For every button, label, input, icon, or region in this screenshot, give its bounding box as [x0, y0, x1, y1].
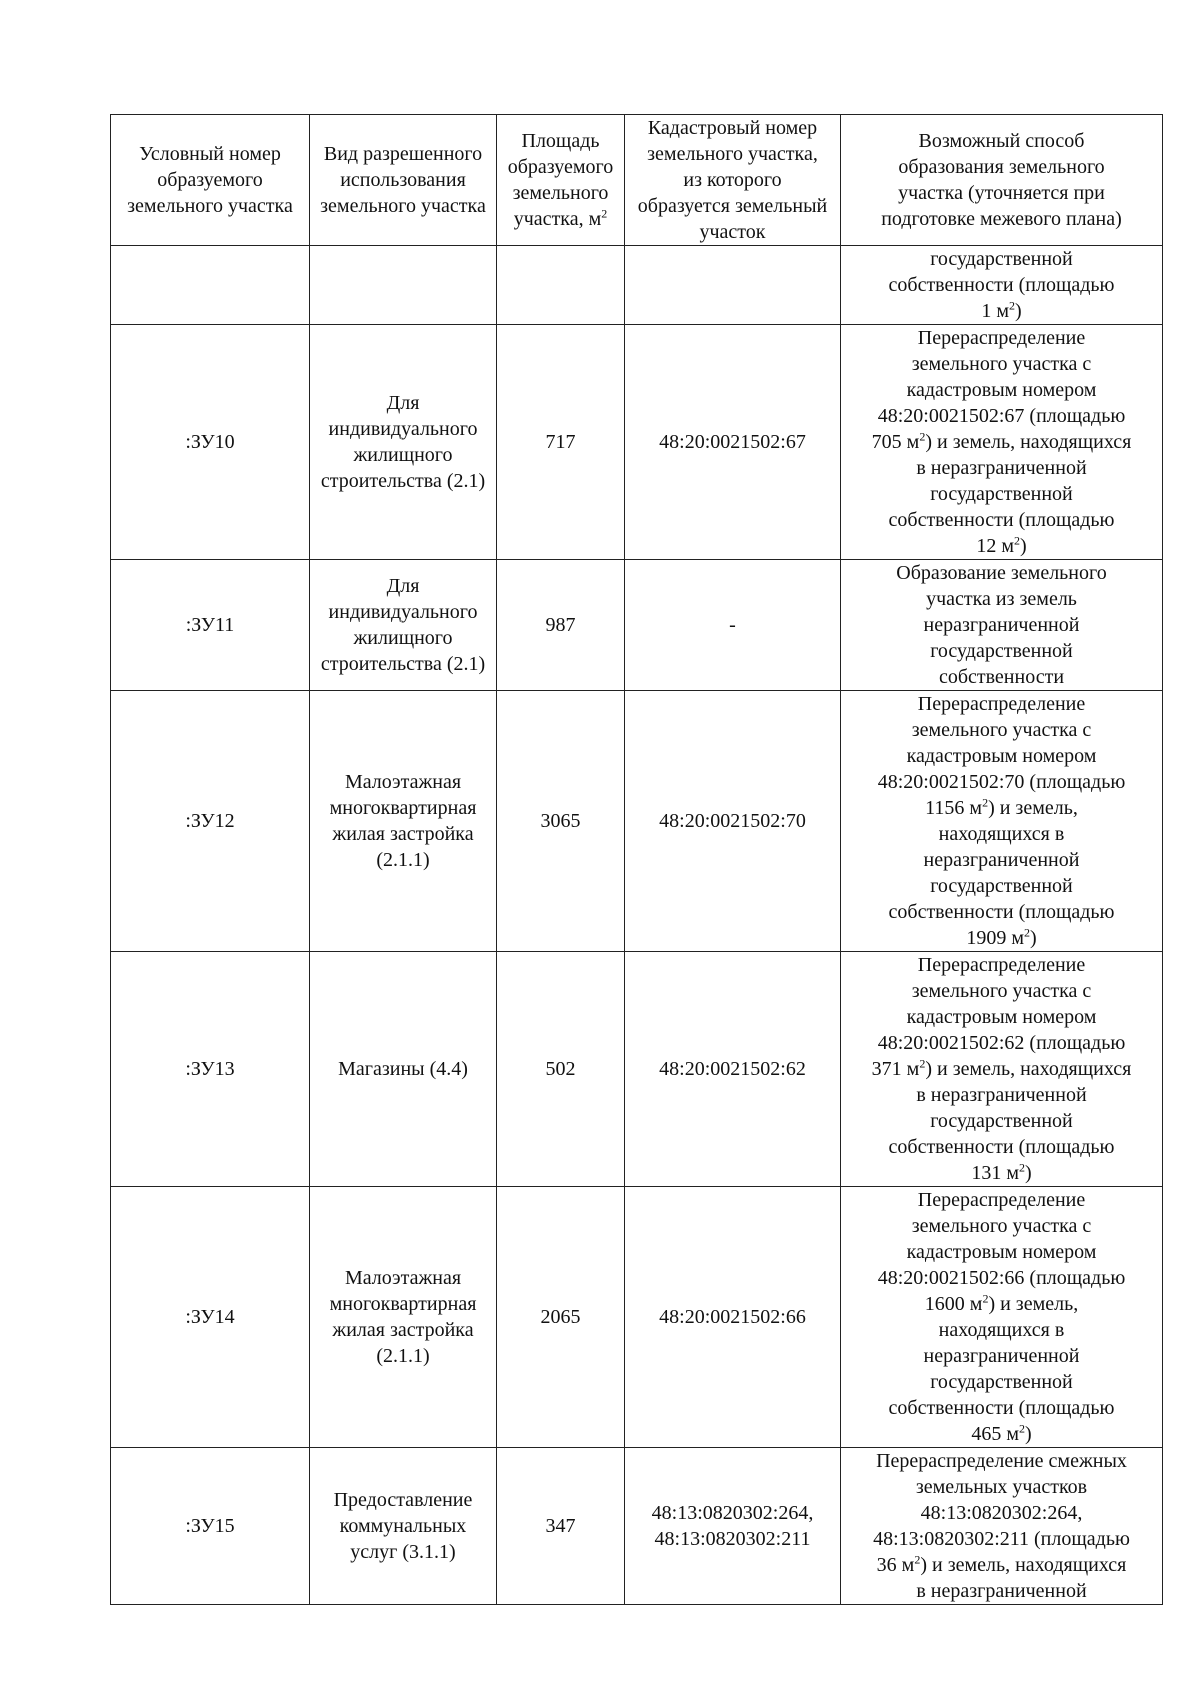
table-row — [111, 325, 1163, 560]
cell-formation-method: Перераспределение земельного участка с кадастровым номером 48:20:0021502:70 (площадью 1156 $м^2$) и земель, находящихся в неразграниченной государственной собственности (площадью 1909 $м^2$) — [841, 691, 1163, 952]
table-row — [111, 1448, 1163, 1605]
cell-cadastral-number: 48:20:0021502:67 — [625, 325, 841, 560]
cell-permitted-use: Для индивидуального жилищного строительства (2.1) — [310, 560, 497, 691]
cell-permitted-use: Магазины (4.4) — [310, 952, 497, 1187]
table-row — [111, 246, 1163, 325]
cell-cadastral-number — [625, 246, 841, 325]
cell-plot-id: :ЗУ12 — [111, 691, 310, 952]
cell-formation-method: государственной собственности (площадью 1 $м^2$) — [841, 246, 1163, 325]
cell-formation-method: Перераспределение земельного участка с кадастровым номером 48:20:0021502:66 (площадью 1600 $м^2$) и земель, находящихся в неразграниченной государственной собственности (площадью 465 $м^2$) — [841, 1187, 1163, 1448]
cell-area: 502 — [497, 952, 625, 1187]
cell-area: 987 — [497, 560, 625, 691]
cell-permitted-use: Малоэтажная многоквартирная жилая застройка (2.1.1) — [310, 691, 497, 952]
table-row — [111, 691, 1163, 952]
header-formation-method: Возможный способ образования земельного участка (уточняется при подготовке межевого плана) — [841, 115, 1163, 246]
cell-cadastral-number: 48:20:0021502:66 — [625, 1187, 841, 1448]
header-area: Площадь образуемого земельного участка, $м^2$ — [497, 115, 625, 246]
cell-area: 717 — [497, 325, 625, 560]
header-permitted-use: Вид разрешенного использования земельного участка — [310, 115, 497, 246]
cell-permitted-use: Малоэтажная многоквартирная жилая застройка (2.1.1) — [310, 1187, 497, 1448]
cell-cadastral-number: - — [625, 560, 841, 691]
cell-plot-id: :ЗУ11 — [111, 560, 310, 691]
cell-plot-id: :ЗУ14 — [111, 1187, 310, 1448]
cell-formation-method: Перераспределение земельного участка с кадастровым номером 48:20:0021502:62 (площадью 371 $м^2$) и земель, находящихся в неразграниченной государственной собственности (площадью 131 $м^2$) — [841, 952, 1163, 1187]
cell-cadastral-number: 48:20:0021502:70 — [625, 691, 841, 952]
table-header-row — [111, 115, 1163, 246]
cell-area: 2065 — [497, 1187, 625, 1448]
header-plot-id: Условный номер образуемого земельного участка — [111, 115, 310, 246]
table-row — [111, 560, 1163, 691]
cell-permitted-use — [310, 246, 497, 325]
cell-area: 3065 — [497, 691, 625, 952]
cell-permitted-use: Предоставление коммунальных услуг (3.1.1) — [310, 1448, 497, 1605]
table-row — [111, 1187, 1163, 1448]
cell-cadastral-number: 48:13:0820302:264, 48:13:0820302:211 — [625, 1448, 841, 1605]
cell-plot-id — [111, 246, 310, 325]
cell-area: 347 — [497, 1448, 625, 1605]
cell-cadastral-number: 48:20:0021502:62 — [625, 952, 841, 1187]
cell-plot-id: :ЗУ13 — [111, 952, 310, 1187]
cell-formation-method: Образование земельного участка из земель неразграниченной государственной собственности — [841, 560, 1163, 691]
cell-plot-id: :ЗУ15 — [111, 1448, 310, 1605]
cell-plot-id: :ЗУ10 — [111, 325, 310, 560]
cell-permitted-use: Для индивидуального жилищного строительства (2.1) — [310, 325, 497, 560]
cell-formation-method: Перераспределение смежных земельных участков 48:13:0820302:264, 48:13:0820302:211 (площадью 36 $м^2$) и земель, находящихся в неразграниченной — [841, 1448, 1163, 1605]
cell-formation-method: Перераспределение земельного участка с кадастровым номером 48:20:0021502:67 (площадью 705 $м^2$) и земель, находящихся в неразграниченной государственной собственности (площадью 12 $м^2$) — [841, 325, 1163, 560]
header-cadastral-number: Кадастровый номер земельного участка, из которого образуется земельный участок — [625, 115, 841, 246]
cell-area — [497, 246, 625, 325]
land-plots-table — [110, 114, 1163, 1605]
table-row — [111, 952, 1163, 1187]
